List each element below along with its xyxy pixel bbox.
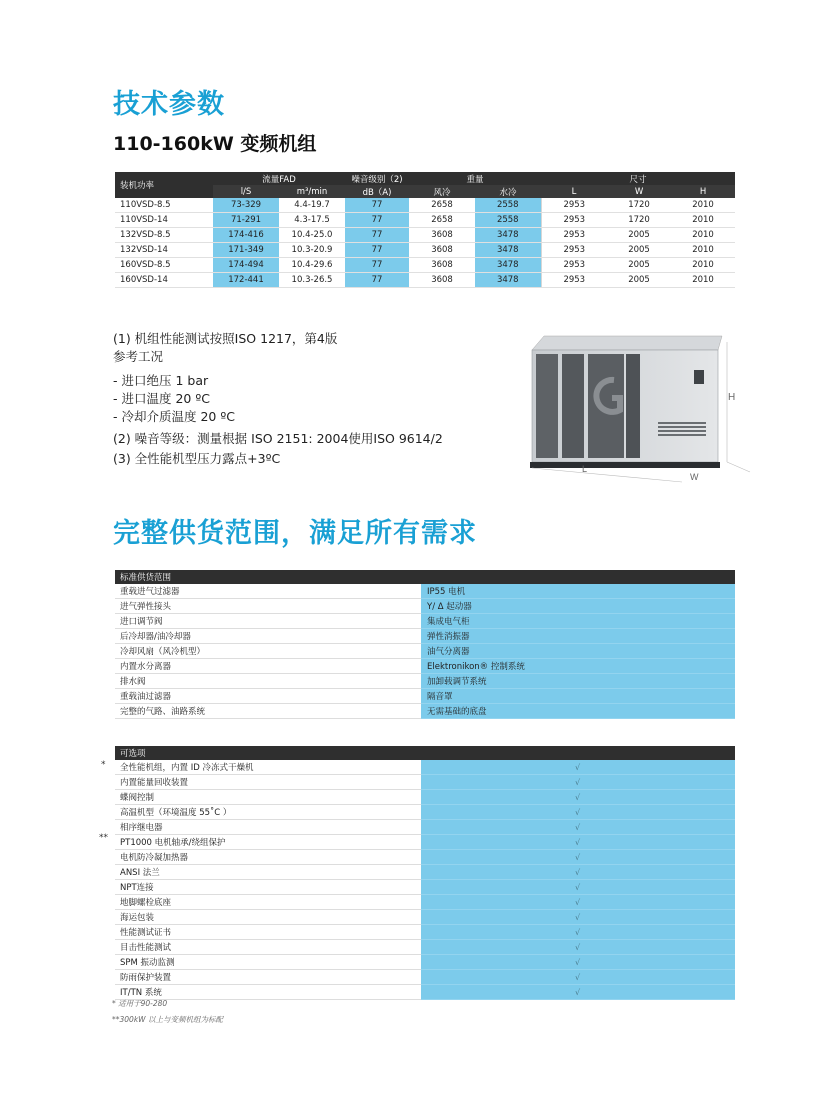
spec-cell: 2953 (541, 213, 607, 228)
spec-cell: 2953 (541, 243, 607, 258)
spec-cell: 2010 (671, 243, 735, 258)
scope-row (115, 704, 735, 719)
note-inlet-temp: - 进口温度 20 ºC (113, 391, 210, 406)
spec-cell: 171-349 (213, 243, 279, 258)
checkmark-icon: √ (421, 985, 735, 1000)
spec-cell: 2953 (541, 258, 607, 273)
checkmark-icon: √ (421, 970, 735, 985)
spec-cell: 1720 (607, 213, 671, 228)
spec-cell: 2005 (607, 228, 671, 243)
header-noise: 噪音级别（2) (345, 172, 409, 185)
checkmark-icon: √ (421, 925, 735, 940)
option-row (115, 925, 735, 940)
scope-header-right (421, 570, 735, 584)
checkmark-icon: √ (421, 775, 735, 790)
options-header: 可选项 (115, 746, 421, 760)
header-model: 装机功率 (115, 172, 213, 198)
spec-cell: 3478 (475, 258, 541, 273)
spec-cell: 77 (345, 213, 409, 228)
option-label: 内置能量回收装置 (115, 775, 421, 790)
checkmark-icon: √ (421, 820, 735, 835)
spec-cell: 77 (345, 228, 409, 243)
spec-model: 132VSD-8.5 (115, 228, 213, 243)
option-row (115, 895, 735, 910)
note-1: (1) 机组性能测试按照ISO 1217，第4版 (113, 331, 338, 346)
spec-cell: 2005 (607, 273, 671, 288)
spec-cell: 2558 (475, 198, 541, 213)
option-row (115, 865, 735, 880)
scope-item-right: 加卸载调节系统 (421, 674, 735, 689)
spec-cell: 77 (345, 273, 409, 288)
note-2: (2) 噪音等级：测量根据 ISO 2151: 2004使用ISO 9614/2 (113, 431, 443, 446)
scope-row (115, 599, 735, 614)
spec-cell: 4.3-17.5 (279, 213, 345, 228)
spec-cell: 3478 (475, 243, 541, 258)
checkmark-icon: √ (421, 910, 735, 925)
spec-cell: 174-416 (213, 228, 279, 243)
scope-item-right: Y/ Δ 起动器 (421, 599, 735, 614)
spec-cell: 2658 (409, 213, 475, 228)
spec-cell: 3608 (409, 273, 475, 288)
option-label: 地脚螺栓底座 (115, 895, 421, 910)
option-label: 防雨保护装置 (115, 970, 421, 985)
spec-row (115, 198, 735, 213)
checkmark-icon: √ (421, 760, 735, 775)
spec-model: 110VSD-14 (115, 213, 213, 228)
scope-header: 标准供货范围 (115, 570, 421, 584)
option-label: SPM 振动监测 (115, 955, 421, 970)
checkmark-icon: √ (421, 850, 735, 865)
spec-cell: 71-291 (213, 213, 279, 228)
subheader: dB（A) (345, 185, 409, 198)
header-dims: 尺寸 (541, 172, 735, 185)
spec-cell: 3608 (409, 228, 475, 243)
note-3: (3) 全性能机型压力露点+3ºC (113, 451, 281, 466)
scope-item-left: 完整的气路、油路系统 (115, 704, 421, 719)
checkmark-icon: √ (421, 835, 735, 850)
subheader: m³/min (279, 185, 345, 198)
spec-cell: 2005 (607, 243, 671, 258)
compressor-image (522, 322, 752, 492)
options-table (115, 746, 735, 1000)
page-title: 技术参数 (113, 89, 225, 120)
spec-row (115, 213, 735, 228)
option-label: 相序继电器 (115, 820, 421, 835)
spec-row (115, 258, 735, 273)
spec-cell: 2010 (671, 198, 735, 213)
spec-cell: 10.4-29.6 (279, 258, 345, 273)
spec-cell: 2010 (671, 273, 735, 288)
spec-cell: 2953 (541, 198, 607, 213)
spec-cell: 1720 (607, 198, 671, 213)
dim-label-h: H (728, 392, 736, 403)
checkmark-icon: √ (421, 865, 735, 880)
dim-label-w: W (690, 472, 699, 482)
notes (113, 330, 443, 468)
spec-cell: 77 (345, 258, 409, 273)
subheader: L (541, 185, 607, 198)
footnote-marker: ** (99, 832, 108, 843)
spec-cell: 2010 (671, 258, 735, 273)
scope-item-left: 重载进气过滤器 (115, 584, 421, 599)
checkmark-icon: √ (421, 880, 735, 895)
option-row (115, 820, 735, 835)
spec-cell: 172-441 (213, 273, 279, 288)
scope-row (115, 584, 735, 599)
scope-item-right: 弹性消振器 (421, 629, 735, 644)
option-row (115, 760, 735, 775)
spec-model: 110VSD-8.5 (115, 198, 213, 213)
option-label: 目击性能测试 (115, 940, 421, 955)
option-label: 海运包装 (115, 910, 421, 925)
checkmark-icon: √ (421, 805, 735, 820)
page-subtitle: 110-160kW 变频机组 (113, 133, 317, 155)
spec-cell: 2010 (671, 228, 735, 243)
option-label: PT1000 电机轴承/绕组保护 (115, 835, 421, 850)
scope-item-right: 集成电气柜 (421, 614, 735, 629)
option-row (115, 970, 735, 985)
option-row (115, 790, 735, 805)
scope-item-right: Elektronikon® 控制系统 (421, 659, 735, 674)
subheader: W (607, 185, 671, 198)
scope-item-right: 油气分离器 (421, 644, 735, 659)
scope-row (115, 689, 735, 704)
checkmark-icon: √ (421, 940, 735, 955)
note-inlet-pressure: - 进口绝压 1 bar (113, 373, 209, 388)
checkmark-icon: √ (421, 955, 735, 970)
scope-item-left: 冷却风扇（风冷机型） (115, 644, 421, 659)
footnote-2: **300kW 以上与变频机组为标配 (112, 1015, 223, 1024)
dim-label-l: L (582, 464, 588, 474)
option-label: 性能测试证书 (115, 925, 421, 940)
spec-cell: 10.3-20.9 (279, 243, 345, 258)
subheader: 水冷 (475, 185, 541, 198)
spec-cell: 2953 (541, 228, 607, 243)
option-label: 电机防冷凝加热器 (115, 850, 421, 865)
scope-title: 完整供货范围，满足所有需求 (113, 518, 477, 549)
option-row (115, 985, 735, 1000)
subheader: H (671, 185, 735, 198)
checkmark-icon: √ (421, 895, 735, 910)
scope-item-left: 内置水分离器 (115, 659, 421, 674)
scope-item-left: 进气弹性接头 (115, 599, 421, 614)
option-row (115, 775, 735, 790)
option-label: IT/TN 系统 (115, 985, 421, 1000)
option-row (115, 850, 735, 865)
spec-cell: 10.3-26.5 (279, 273, 345, 288)
subheader: 风冷 (409, 185, 475, 198)
spec-cell: 3608 (409, 243, 475, 258)
option-label: NPT连接 (115, 880, 421, 895)
scope-item-right: IP55 电机 (421, 584, 735, 599)
subheader: l/S (213, 185, 279, 198)
spec-row (115, 243, 735, 258)
note-reference: 参考工况 (113, 349, 164, 364)
option-row (115, 910, 735, 925)
header-fad: 流量FAD (213, 172, 345, 185)
spec-cell: 73-329 (213, 198, 279, 213)
option-row (115, 940, 735, 955)
spec-model: 160VSD-8.5 (115, 258, 213, 273)
scope-item-right: 隔音罩 (421, 689, 735, 704)
spec-cell: 2005 (607, 258, 671, 273)
spec-cell: 3478 (475, 273, 541, 288)
spec-cell: 2010 (671, 213, 735, 228)
spec-cell: 2558 (475, 213, 541, 228)
spec-cell: 77 (345, 198, 409, 213)
spec-row (115, 228, 735, 243)
footnote-marker: * (101, 760, 106, 770)
header-weight: 重量 (409, 172, 541, 185)
spec-cell: 174-494 (213, 258, 279, 273)
spec-cell: 3478 (475, 228, 541, 243)
scope-item-right: 无需基础的底盘 (421, 704, 735, 719)
spec-cell: 77 (345, 243, 409, 258)
option-label: 蝶阀控制 (115, 790, 421, 805)
checkmark-icon: √ (421, 790, 735, 805)
spec-table (115, 172, 735, 288)
scope-row (115, 614, 735, 629)
option-row (115, 880, 735, 895)
spec-row (115, 273, 735, 288)
spec-cell: 2658 (409, 198, 475, 213)
scope-item-left: 后冷却器/油冷却器 (115, 629, 421, 644)
spec-cell: 4.4-19.7 (279, 198, 345, 213)
scope-row (115, 629, 735, 644)
scope-row (115, 644, 735, 659)
option-label: 高温机型（环境温度 55˚C ） (115, 805, 421, 820)
note-coolant-temp: - 冷却介质温度 20 ºC (113, 409, 235, 424)
spec-cell: 3608 (409, 258, 475, 273)
scope-item-left: 进口调节阀 (115, 614, 421, 629)
option-row (115, 835, 735, 850)
option-label: ANSI 法兰 (115, 865, 421, 880)
scope-row (115, 659, 735, 674)
spec-model: 132VSD-14 (115, 243, 213, 258)
options-header-right (421, 746, 735, 760)
spec-cell: 2953 (541, 273, 607, 288)
scope-item-left: 重载油过滤器 (115, 689, 421, 704)
option-label: 全性能机组，内置 ID 冷冻式干燥机 (115, 760, 421, 775)
option-row (115, 805, 735, 820)
footnote-1: * 适用于90-280 (112, 999, 168, 1008)
spec-cell: 10.4-25.0 (279, 228, 345, 243)
scope-table (115, 570, 735, 719)
scope-item-left: 排水阀 (115, 674, 421, 689)
scope-row (115, 674, 735, 689)
option-row (115, 955, 735, 970)
spec-model: 160VSD-14 (115, 273, 213, 288)
